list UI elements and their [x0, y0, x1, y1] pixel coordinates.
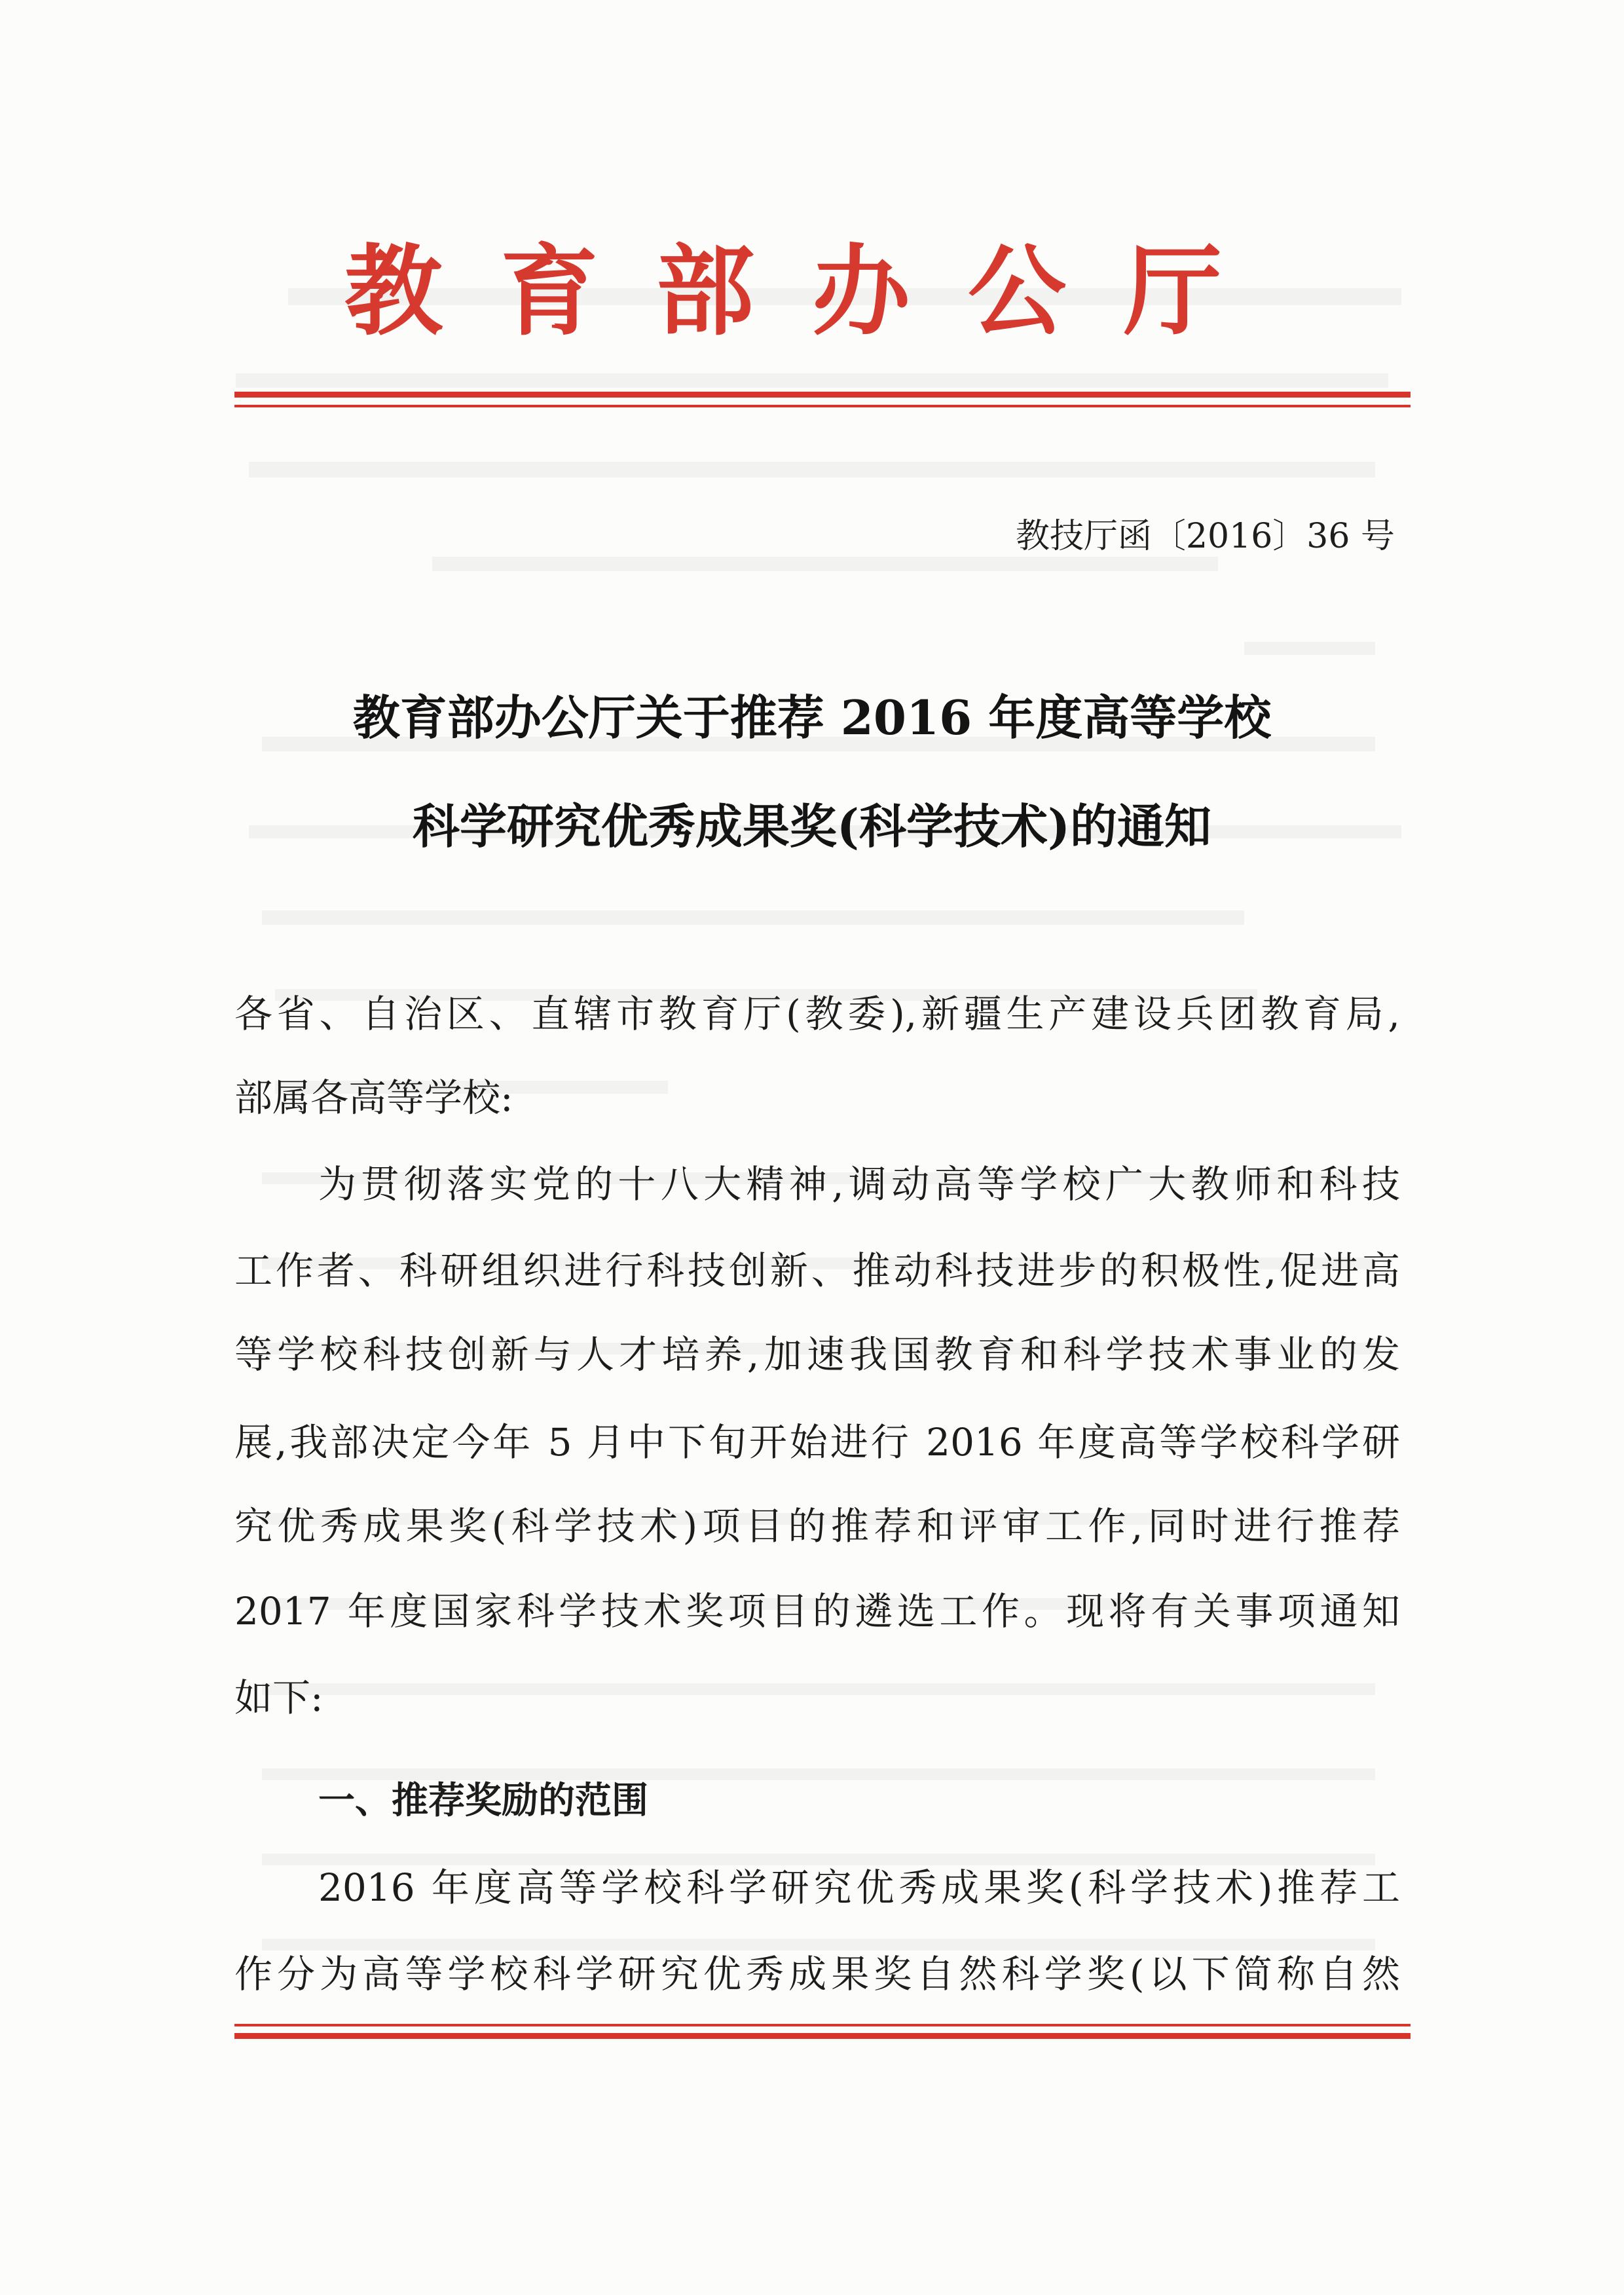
paragraph-line: 如下: — [234, 1675, 323, 1720]
paragraph-line: 展,我部决定今年 5 月中下旬开始进行 2016 年度高等学校科学研 — [234, 1420, 1400, 1465]
paragraph-line: 2016 年度高等学校科学研究优秀成果奖(科学技术)推荐工 — [318, 1865, 1400, 1910]
paragraph-line: 为贯彻落实党的十八大精神,调动高等学校广大教师和科技 — [318, 1162, 1400, 1206]
paragraph-line: 工作者、科研组织进行科技创新、推动科技进步的积极性,促进高 — [234, 1248, 1400, 1293]
addressee-line-2: 部属各高等学校: — [234, 1075, 513, 1120]
letterhead-rule-thick — [234, 392, 1411, 398]
document-number: 教技厅函〔2016〕36 号 — [1015, 517, 1395, 556]
section-heading: 一、推荐奖励的范围 — [318, 1780, 648, 1822]
paragraph-line: 2017 年度国家科学技术奖项目的遴选工作。现将有关事项通知 — [234, 1589, 1400, 1633]
paragraph-line: 等学校科技创新与人才培养,加速我国教育和科学技术事业的发 — [234, 1332, 1400, 1377]
letterhead-title: 教育部办公厅 — [344, 234, 1280, 349]
notice-title-line-1: 教育部办公厅关于推荐 2016 年度高等学校 — [352, 690, 1272, 745]
footer-rule-thick — [234, 2033, 1411, 2039]
paragraph-line: 作分为高等学校科学研究优秀成果奖自然科学奖(以下简称自然 — [234, 1952, 1400, 1996]
letterhead-rule-thin — [234, 405, 1411, 407]
addressee-line-1: 各省、自治区、直辖市教育厅(教委),新疆生产建设兵团教育局, — [234, 992, 1400, 1036]
footer-rule-thin — [234, 2024, 1411, 2026]
notice-title-line-2: 科学研究优秀成果奖(科学技术)的通知 — [412, 798, 1212, 854]
paragraph-line: 究优秀成果奖(科学技术)项目的推荐和评审工作,同时进行推荐 — [234, 1504, 1400, 1548]
